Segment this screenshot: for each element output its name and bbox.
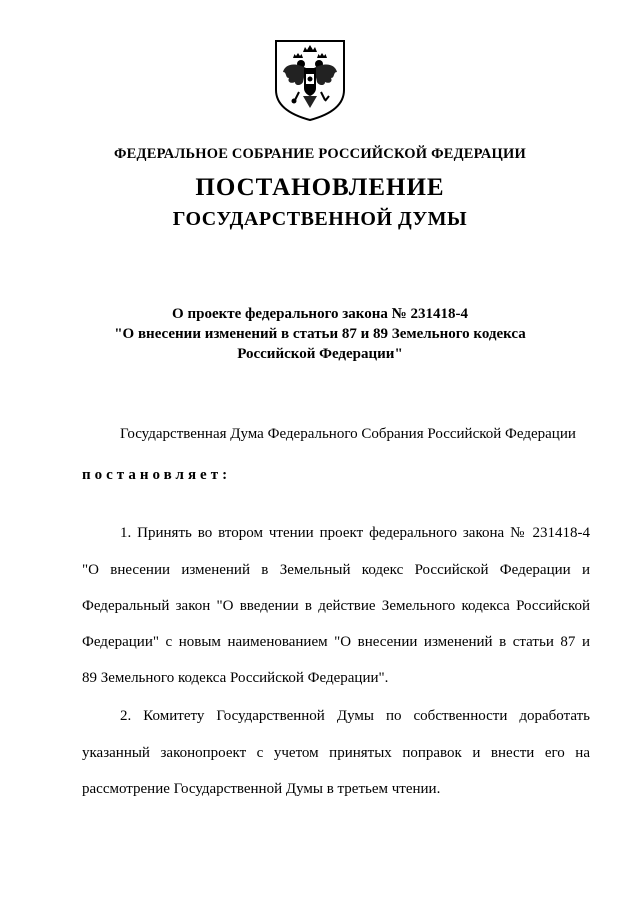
item-2-line: 2. Комитету Государственной Думы по собственности доработать [120, 708, 590, 724]
intro-paragraph: Государственная Дума Федерального Собрания Российской Федерации [120, 426, 576, 442]
subject-line: "О внесении изменений в статьи 87 и 89 Земельного кодекса [114, 326, 526, 342]
item-1-line: Федерации" с новым наименованием "О внесении изменений в статьи 87 и [82, 634, 590, 650]
item-2-line: указанный законопроект с учетом принятых поправок и внести его на [82, 745, 590, 761]
item-2-line: рассмотрение Государственной Думы в третьем чтении. [82, 781, 441, 797]
item-1-line: 1. Принять во втором чтении проект федерального закона № 231418-4 [120, 525, 590, 541]
coat-of-arms-icon [273, 38, 347, 122]
item-1-line: Федеральный закон "О введении в действие Земельного кодекса Российской [82, 598, 590, 614]
subject-line: Российской Федерации" [237, 346, 403, 362]
item-1-line: 89 Земельного кодекса Российской Федерации". [82, 670, 389, 686]
subject-line: О проекте федерального закона № 231418-4 [172, 306, 468, 322]
item-1-line: "О внесении изменений в Земельный кодекс Российской Федерации и [82, 562, 590, 578]
decree-word: постановляет: [82, 467, 232, 483]
document-issuer: ГОСУДАРСТВЕННОЙ ДУМЫ [172, 208, 468, 230]
document-subject [0, 304, 640, 364]
document-type: ПОСТАНОВЛЕНИЕ [195, 174, 445, 201]
organization-name: ФЕДЕРАЛЬНОЕ СОБРАНИЕ РОССИЙСКОЙ ФЕДЕРАЦИИ [114, 146, 526, 162]
